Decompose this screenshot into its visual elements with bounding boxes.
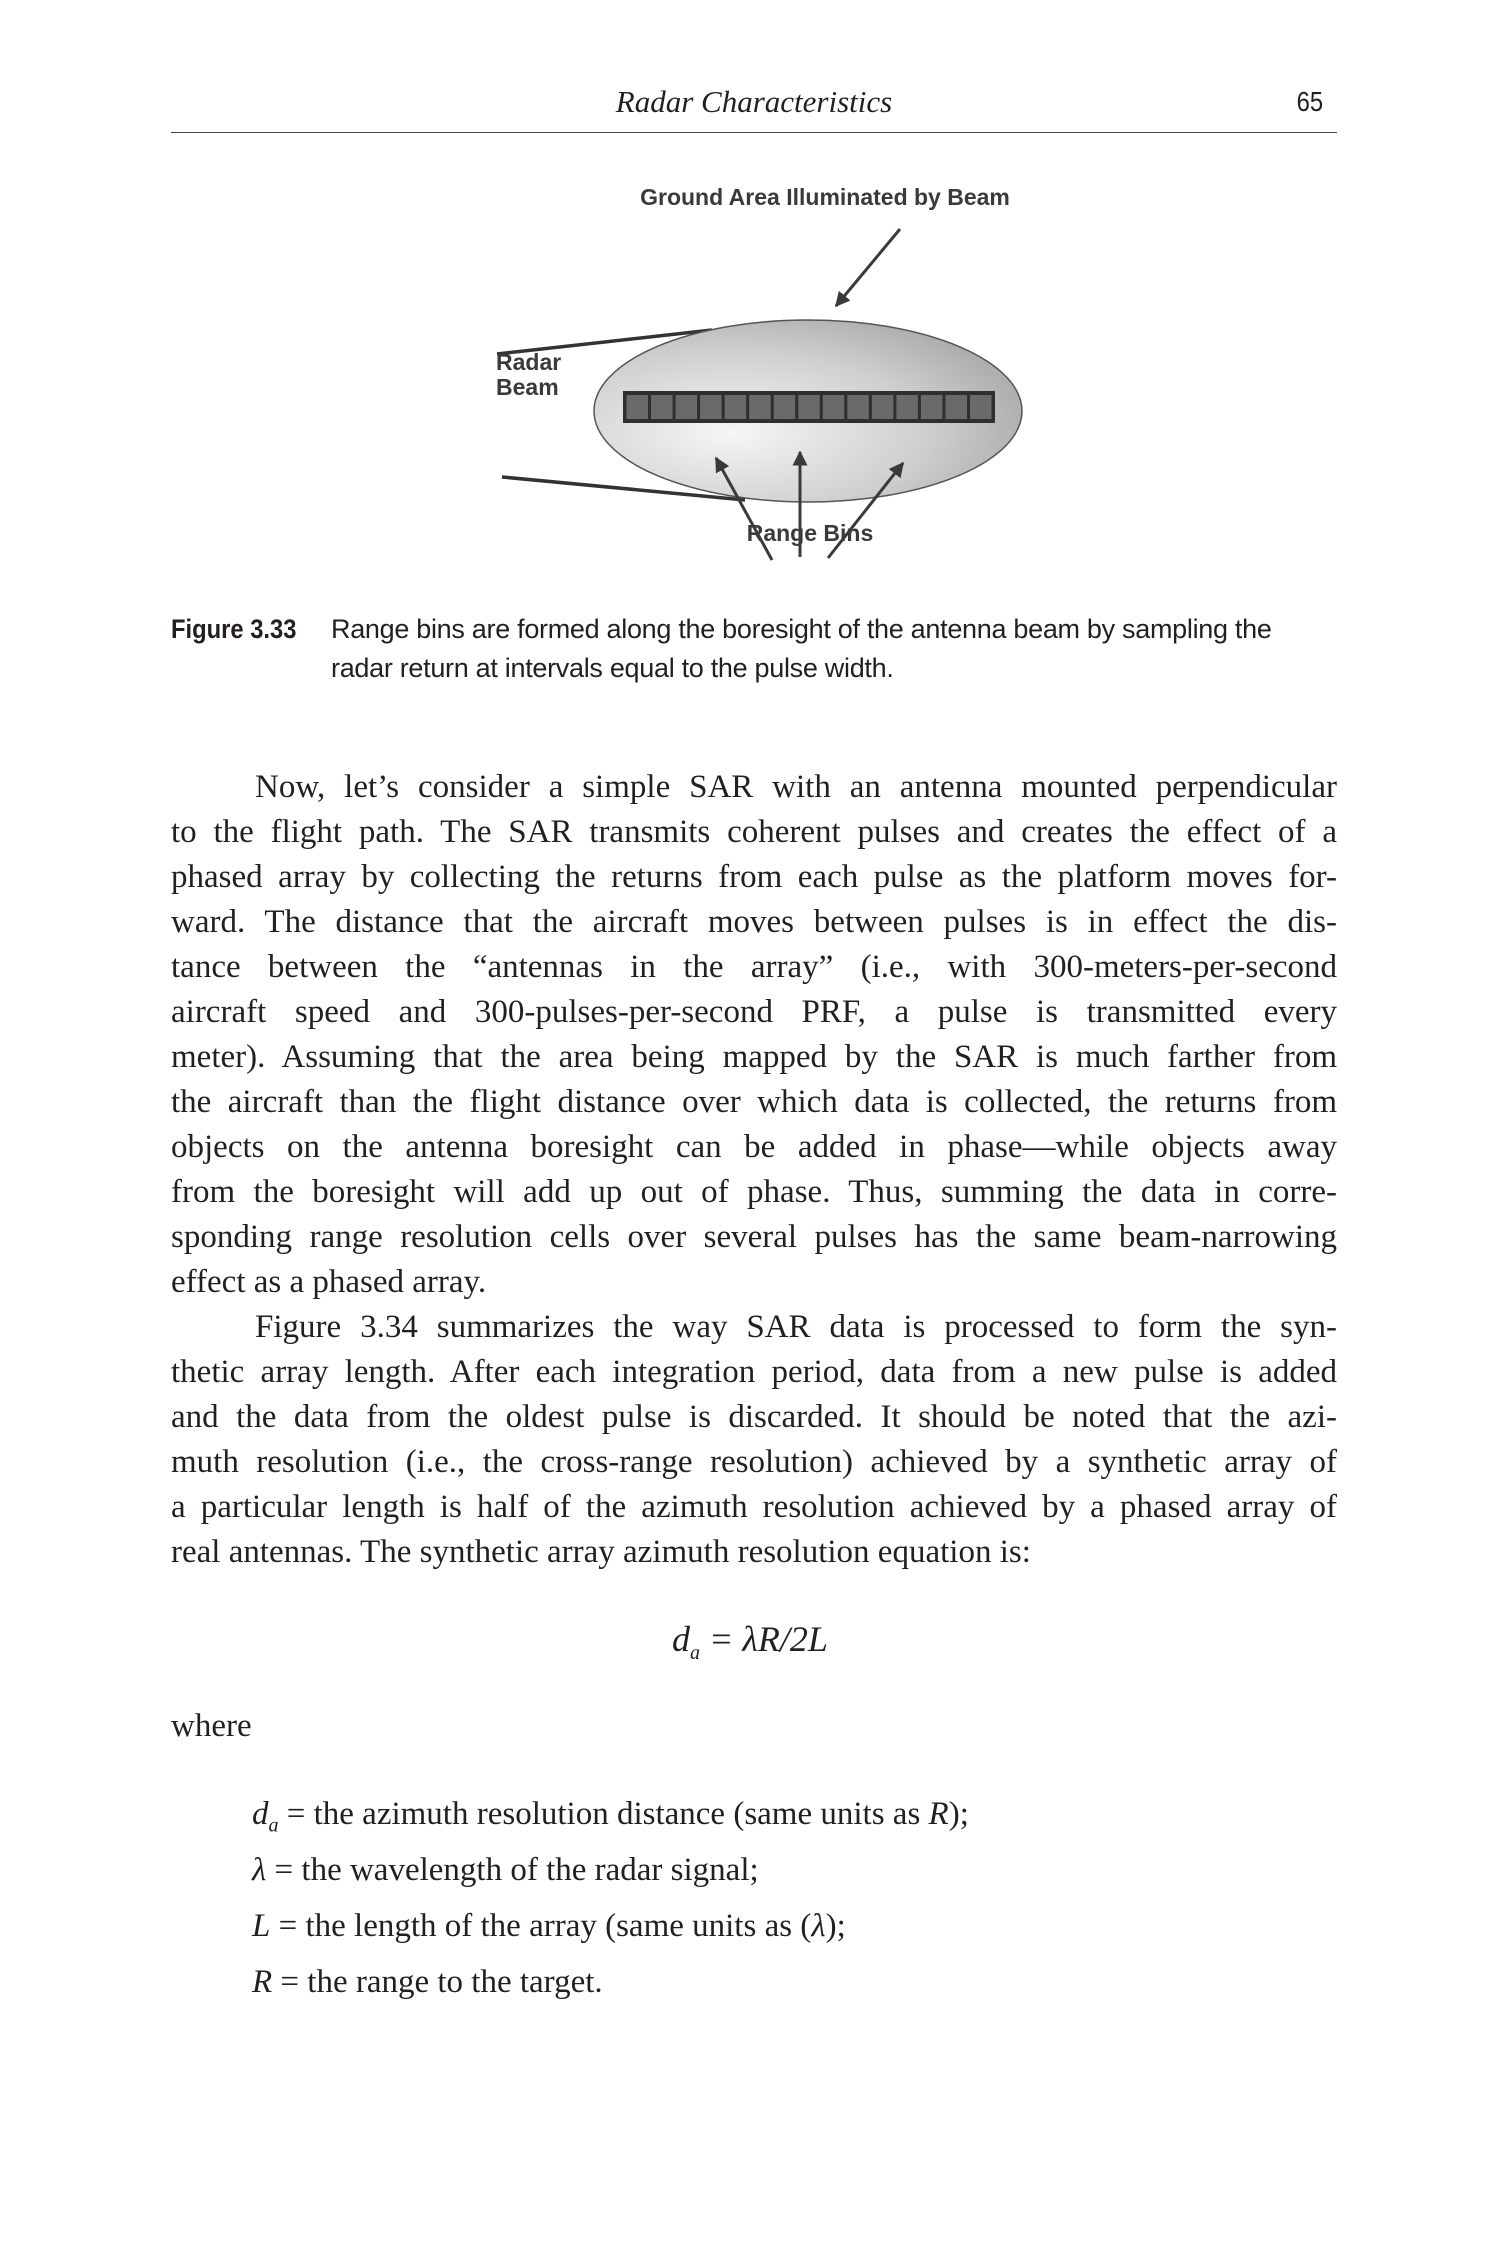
ground-area-label: Ground Area Illuminated by Beam [640,184,1010,210]
text-line: phased array by collecting the returns from each pulse as the platform moves for- [171,859,1337,895]
text-line: meter). Assuming that the area being mapped by the SAR is much farther from [171,1039,1337,1075]
running-title: Radar Characteristics [615,84,893,119]
page-number: 65 [1296,86,1323,117]
definition-text: = the wavelength of the radar signal; [266,1852,759,1888]
range-bins-strip [623,391,995,423]
definition-item [252,1842,969,1898]
range-bin [896,395,918,419]
range-bin [921,395,943,419]
variable-symbol: R [252,1964,273,2000]
definition-end: ); [948,1796,969,1832]
text-line: tance between the “antennas in the array” (i.e., with 300-meters-per-second [171,949,1337,985]
range-bin [725,395,747,419]
caption-line: Range bins are formed along the boresight of the antenna beam by sampling the [331,614,1272,644]
text-line: a particular length is half of the azimuth resolution achieved by a phased array of [171,1489,1337,1525]
text-line: real antennas. The synthetic array azimuth resolution equation is: [171,1534,1031,1570]
variable [252,1796,279,1837]
definition-text: = the range to the target. [272,1964,603,2000]
text-line: Figure 3.34 summarizes the way SAR data is processed to form the syn- [255,1309,1337,1345]
eq-lhs: d [672,1619,691,1659]
variable [252,1908,270,1944]
text-line: to the flight path. The SAR transmits coherent pulses and creates the effect of a [171,814,1337,850]
range-bin [700,395,722,419]
figure-caption [171,610,1337,688]
body-text [171,765,1337,1575]
eq-lhs-sub: a [690,1642,701,1665]
text-line: from the boresight will add up out of phase. Thus, summing the data in corre- [171,1174,1337,1210]
variable-symbol: L [252,1908,271,1944]
range-bin [627,395,649,419]
unit-symbol: λ [811,1908,826,1944]
ground-arrow [836,229,900,306]
definition-text: = the length of the array (same units as ( [270,1908,812,1944]
text-line: Now, let’s consider a simple SAR with an antenna mounted perpendicular [255,769,1337,805]
range-bin [945,395,967,419]
radar-beam-label-line2: Beam [496,374,559,400]
range-bin [676,395,698,419]
text-line: effect as a phased array. [171,1264,487,1300]
variable-subscript: a [268,1814,279,1837]
caption-line: radar return at intervals equal to the pulse width. [331,653,894,683]
range-bin [970,395,992,419]
range-bin [823,395,845,419]
eq-rhs: = λR/2L [700,1619,828,1659]
definition-end: ); [825,1908,846,1944]
variable-symbol: λ [252,1852,267,1888]
range-bin [749,395,771,419]
range-bins-label: Range Bins [746,520,874,546]
definition-text: = the azimuth resolution distance (same units as [278,1796,929,1832]
range-bin [847,395,869,419]
definition-item [252,1786,969,1842]
unit-symbol: R [928,1796,949,1832]
figure-number: Figure 3.33 [171,614,297,644]
radar-beam-label-line1: Radar [496,349,562,375]
text-line: the aircraft than the flight distance over which data is collected, the returns from [171,1084,1337,1120]
range-bin [798,395,820,419]
variable [252,1852,266,1888]
text-line: ward. The distance that the aircraft moves between pulses is in effect the dis- [171,904,1337,940]
range-bin [774,395,796,419]
text-line: and the data from the oldest pulse is discarded. It should be noted that the azi- [171,1399,1337,1435]
definition-item [252,1898,969,1954]
where-label: where [171,1708,252,1744]
text-line: sponding range resolution cells over several pulses has the same beam-narrowing [171,1219,1337,1255]
variable [252,1964,272,2000]
definition-item [252,1954,969,2010]
range-bin [651,395,673,419]
text-line: thetic array length. After each integration period, data from a new pulse is added [171,1354,1337,1390]
variable-definitions [252,1786,969,2010]
variable-symbol: d [252,1796,269,1832]
range-bins-figure [0,0,1500,600]
azimuth-resolution-equation [0,1618,1500,1665]
text-line: aircraft speed and 300-pulses-per-second PRF, a pulse is transmitted every [171,994,1337,1030]
text-line: objects on the antenna boresight can be added in phase—while objects away [171,1129,1337,1165]
text-line: muth resolution (i.e., the cross-range resolution) achieved by a synthetic array of [171,1444,1337,1480]
range-bin [872,395,894,419]
